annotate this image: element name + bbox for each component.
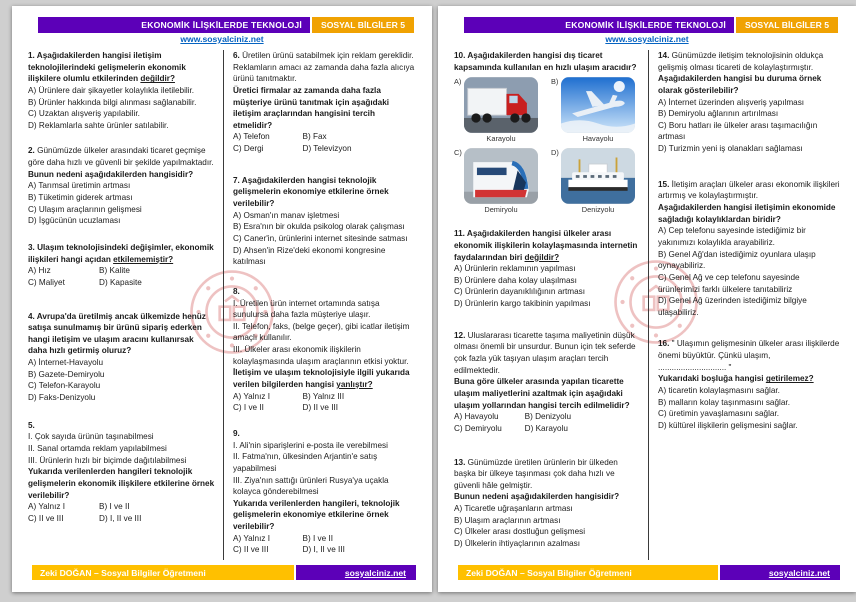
- text-segment: Uluslararası ticarette taşıma maliyetinin düşük olması önemli bir unsurdur. Bunun için tek seferde çok fazla yük taşıyan ulaşım araçları tercih edilmektedir.: [454, 330, 636, 375]
- answer-option: A) ticaretin kolaylaşmasını sağlar.: [658, 386, 780, 396]
- text-segment: 12.: [454, 330, 466, 340]
- image-caption: Denizyolu: [581, 205, 615, 215]
- page-2: [438, 6, 856, 592]
- text-segment: Aşağıdakilerden hangisi bu duruma örnek olarak gösterilebilir?: [658, 74, 822, 95]
- statement-list: [233, 298, 416, 368]
- question-column-1: [28, 50, 223, 560]
- footer-site-link[interactable]: sosyalciniz.net: [344, 567, 406, 578]
- question-text: [658, 50, 840, 73]
- answer-option: B) I ve II: [99, 502, 130, 512]
- option-letter: C): [454, 148, 462, 158]
- question: [28, 50, 215, 131]
- answer-option: C) II ve III: [233, 545, 269, 555]
- question: [454, 457, 640, 550]
- answer-option: A) Tarımsal üretimin artması: [28, 181, 131, 191]
- answer-option: C) Ürünlerin dayanıklılığının artması: [454, 287, 586, 297]
- answer-option: B) Ürünlere daha kolay ulaşılması: [454, 275, 577, 285]
- statement-line: II. Fatma'nın, ülkesinden Arjantin'e satış yapabilmesi: [233, 452, 378, 473]
- answer-option: B) Demiryolu ağlarının artırılması: [658, 109, 779, 119]
- text-segment: Günümüzde ülkeler arasındaki ticaret geçmişe göre daha hızlı ve güvenli bir şekilde yapılmaktadır.: [28, 146, 214, 168]
- answer-option: A) Yalnız I: [233, 533, 271, 543]
- question-column-3: [454, 50, 648, 560]
- question-text: [233, 367, 416, 390]
- question: [233, 428, 416, 556]
- statement-line: I. Çok sayıda ürünün taşınabilmesi: [28, 432, 154, 442]
- question: [658, 50, 840, 155]
- text-segment: Bunun nedeni aşağıdakilerden hangisidir?: [28, 169, 194, 179]
- question: [454, 330, 640, 435]
- statement-line: III. Ülkeler arası ekonomik ilişkilerin kolaylaşmasında ulaşım araçlarının etkisi yoktur.: [233, 345, 409, 366]
- answer-option: A) Telefon: [233, 132, 270, 142]
- text-segment: 2.: [28, 146, 35, 156]
- answer-option: D) Televizyon: [302, 144, 352, 154]
- question: [454, 228, 640, 309]
- statement-list: [28, 431, 215, 466]
- text-segment: etkilememiştir?: [113, 254, 174, 264]
- answer-option: A) Havayolu: [454, 412, 499, 422]
- answer-option: B) Gazete-Demiryolu: [28, 369, 105, 379]
- image-caption: Havayolu: [582, 134, 614, 144]
- image-cell: [551, 77, 640, 143]
- answer-option: A) Yalnız I: [233, 391, 271, 401]
- header-badge: SOSYAL BİLGİLER 5: [736, 17, 838, 33]
- answer-option: C) I ve II: [233, 403, 264, 413]
- option-letter: B): [551, 77, 559, 87]
- text-segment: Günümüzde iletişim teknolojisinin oldukça gelişmiş olması ticareti de kolaylaştırmıştır.: [658, 51, 824, 72]
- question-area: [28, 50, 418, 560]
- answer-options: [28, 85, 215, 132]
- text-segment: 4. Avrupa'da üretilmiş ancak ülkemizde henüz satışa sunulmamış bir ürünü sipariş ederken hangi iletişim ve ulaşım aracını kullanırsak daha hızlı getirmiş oluruz?: [28, 311, 206, 356]
- text-segment: getirilemez?: [765, 374, 814, 384]
- answer-options: [28, 501, 215, 524]
- answer-option: D) Karayolu: [524, 423, 568, 433]
- statement-list: [233, 440, 416, 498]
- text-segment: 11. Aşağıdakilerden hangisi ülkeler arası ekonomik ilişkilerin kolaylaşmasında internetin faydalarından biri: [454, 229, 638, 262]
- answer-options: [658, 225, 840, 318]
- text-segment: 15.: [658, 179, 670, 189]
- question-text: [233, 428, 416, 440]
- question-text: [658, 179, 840, 202]
- answer-option: D) kültürel ilişkilerin gelişmesini sağlar.: [658, 420, 798, 430]
- header-link-wrap: [12, 34, 432, 44]
- page-1: [12, 6, 432, 592]
- footer-site-wrap: [296, 565, 416, 580]
- question-text: [454, 330, 640, 377]
- statement-line: I. Üretilen ürün internet ortamında satışa sunulursa daha fazla müşteriye ulaşır.: [233, 298, 380, 320]
- question: [28, 311, 215, 404]
- option-letter: A): [454, 77, 462, 87]
- answer-option: D) II ve III: [302, 403, 339, 413]
- answer-option: C) Ülkeler arası dostluğun gelişmesi: [454, 527, 586, 537]
- text-segment: 7. Aşağıdakilerden hangisi teknolojik gelişmelerin ekonomiye etkilerine örnek verilebilir?: [233, 175, 389, 209]
- text-segment: Yukarıdaki boşluğa hangisi: [658, 374, 766, 384]
- answer-options: [454, 263, 640, 310]
- footer-site-link[interactable]: sosyalciniz.net: [768, 567, 830, 578]
- answer-option: A) Hız: [28, 266, 51, 276]
- answer-option: D) Genel Ağ üzerinden istediğimiz bilgiye ulaşabiliriz.: [658, 296, 807, 317]
- answer-option: C) Demiryolu: [454, 423, 502, 433]
- question-text: [233, 50, 416, 85]
- text-segment: 5.: [28, 420, 35, 430]
- text-segment: Bunun nedeni aşağıdakilerden hangisidir?: [454, 492, 620, 502]
- answer-options: [658, 97, 840, 155]
- answer-options: [658, 385, 840, 432]
- text-segment: 13.: [454, 457, 466, 467]
- text-segment: Üretici firmalar az zamanda daha fazla müşteriye ürünü tanıtmak için aşağıdaki iletişim araçlarından hangisini tercih etmelidir?: [233, 85, 390, 130]
- answer-option: A) İnternet-Havayolu: [28, 358, 104, 368]
- text-segment: 3. Ulaşım teknolojisindeki değişimler, ekonomik ilişkileri hangi açıdan: [28, 242, 214, 264]
- question: [658, 179, 840, 319]
- question-text: [233, 175, 416, 210]
- answer-option: C) Maliyet: [28, 277, 65, 287]
- answer-option: C) Dergi: [233, 144, 264, 154]
- image-cell: [551, 148, 640, 214]
- question-text: [28, 420, 215, 432]
- text-segment: 8.: [233, 286, 240, 296]
- question-text: [28, 311, 215, 358]
- plane-image: [561, 77, 635, 133]
- answer-option: D) Turizmin yeni iş olanakları sağlaması: [658, 144, 803, 154]
- question-text: [233, 286, 416, 298]
- page-footer: [458, 565, 840, 580]
- question: [233, 286, 416, 414]
- footer-site-wrap: [720, 565, 840, 580]
- text-segment: değildir?: [140, 74, 175, 84]
- answer-options: [454, 503, 640, 550]
- answer-option: D) Ahsen'in Rize'deki ekonomi kongresine katılması: [233, 245, 386, 267]
- text-segment: İletişim ve ulaşım teknolojisiyle ilgili yukarıda verilen bilgilerden hangisi: [233, 368, 410, 390]
- header-title: EKONOMİK İLİŞKİLERDE TEKNOLOJİ: [38, 17, 310, 33]
- text-segment: 14.: [658, 51, 670, 60]
- header-link-wrap: [438, 34, 856, 44]
- answer-option: B) Fax: [302, 132, 327, 142]
- train-image: [464, 148, 538, 204]
- transport-image-grid: [454, 77, 640, 214]
- statement-line: I. Ali'nin siparişlerini e-posta ile verebilmesi: [233, 440, 388, 450]
- answer-option: C) Telefon-Karayolu: [28, 381, 101, 391]
- answer-options: [28, 265, 215, 288]
- answer-option: B) Genel Ağ'dan istediğimiz oyunlara ulaşıp oynayabiliriz.: [658, 249, 816, 271]
- truck-image: [464, 77, 538, 133]
- answer-options: [454, 411, 640, 434]
- answer-options: [233, 210, 416, 268]
- answer-option: D) I, II ve III: [302, 545, 345, 555]
- answer-option: B) Kalite: [99, 266, 130, 276]
- answer-option: B) I ve II: [302, 533, 334, 543]
- answer-option: A) Ticaretle uğraşanların artması: [454, 504, 573, 514]
- question-text: [454, 457, 640, 492]
- image-cell: [454, 77, 543, 143]
- statement-line: II. Sanal ortamda reklam yapılabilmesi: [28, 443, 167, 453]
- header-title: EKONOMİK İLİŞKİLERDE TEKNOLOJİ: [464, 17, 734, 33]
- answer-options: [28, 180, 215, 227]
- image-caption: Demiryolu: [484, 205, 518, 215]
- question-text: [658, 373, 840, 385]
- page-header: [464, 17, 838, 33]
- footer-author: Zeki DOĞAN – Sosyal Bilgiler Öğretmeni: [458, 565, 718, 580]
- answer-option: A) İnternet üzerinden alışveriş yapılması: [658, 97, 805, 107]
- footer-author: Zeki DOĞAN – Sosyal Bilgiler Öğretmeni: [32, 565, 294, 580]
- answer-option: C) Ulaşım araçlarının gelişmesi: [28, 204, 142, 214]
- question: [28, 242, 215, 289]
- question-column-4: [648, 50, 842, 560]
- question-text: [28, 169, 215, 181]
- text-segment: 10. Aşağıdakilerden hangisi dış ticaret kapsamında kullanılan en hızlı ulaşım aracıdır?: [454, 51, 637, 72]
- site-link[interactable]: www.sosyalciniz.net: [180, 34, 264, 44]
- question: [658, 338, 840, 431]
- question-text: [28, 242, 215, 265]
- ship-image: [561, 148, 635, 204]
- text-segment: " Ulaşımın gelişmesinin ülkeler arası ilişkilerde önemi büyüktür. Çünkü ulaşım, .............................. ": [658, 339, 840, 372]
- statement-line: III. Ürünlerin hızlı bir biçimde dağıtılabilmesi: [28, 455, 187, 465]
- text-segment: Yukarıda verilenlerden hangileri teknolojik gelişmelerin ekonomik ilişkilere etkilerine örnek verilebilir?: [28, 467, 215, 500]
- answer-option: D) İşgücünün ucuzlaması: [28, 216, 121, 226]
- answer-option: A) Ürünlere dair şikayetler kolaylıkla iletilebilir.: [28, 85, 195, 95]
- question-text: [454, 491, 640, 503]
- image-caption: Karayolu: [486, 134, 516, 144]
- question-area: [454, 50, 842, 560]
- answer-options: [28, 357, 215, 404]
- answer-option: D) Faks-Denizyolu: [28, 393, 96, 403]
- text-segment: İletişim araçları ülkeler arası ekonomik ilişkileri artırmış ve kolaylaştırmıştır.: [658, 179, 840, 201]
- text-segment: değildir?: [524, 252, 560, 262]
- question: [28, 420, 215, 525]
- page-header: [38, 17, 414, 33]
- question-text: [28, 145, 215, 168]
- answer-option: B) malların kolay taşınmasını sağlar.: [658, 397, 790, 407]
- answer-option: B) Ürünler hakkında bilgi alınması sağlanabilir.: [28, 97, 197, 107]
- question-text: [454, 50, 640, 73]
- text-segment: Yukarıda verilenlerden hangileri, teknolojik gelişmelerin ekonomiye etkilerine örnek verilebilir?: [233, 498, 400, 532]
- answer-option: C) II ve III: [28, 513, 64, 523]
- answer-option: A) Cep telefonu sayesinde istediğimiz bir yakınımızı kolaylıkla arayabiliriz.: [658, 226, 806, 247]
- page-footer: [32, 565, 416, 580]
- question: [28, 145, 215, 226]
- question-text: [233, 85, 416, 132]
- statement-line: III. Ziya'nın sattığı ürünleri Rusya'ya uçakla kolayca gönderebilmesi: [233, 475, 389, 497]
- answer-option: D) I, II ve III: [99, 513, 142, 523]
- text-segment: 1. Aşağıdakilerden hangisi iletişim teknolojilerindeki gelişmelerin ekonomik ilişkilere olumlu etkilerinden: [28, 51, 186, 84]
- answer-option: B) Denizyolu: [524, 412, 572, 422]
- answer-options: [233, 391, 416, 414]
- text-segment: yanlıştır?: [336, 380, 373, 390]
- question: [233, 50, 416, 155]
- answer-option: B) Tüketimin giderek artması: [28, 193, 133, 203]
- answer-option: B) Ulaşım araçlarının artması: [454, 515, 561, 525]
- answer-option: C) Boru hatları ile ülkeler arası taşımacılığın artması: [658, 120, 818, 142]
- answer-option: D) Reklamlarla sahte ürünler satılabilir.: [28, 120, 169, 130]
- question-text: [233, 498, 416, 533]
- statement-line: II. Telefon, faks, (belge geçer), gibi icatlar iletişim amaçlı kullanılır.: [233, 321, 410, 343]
- question-text: [658, 338, 840, 373]
- answer-options: [233, 131, 416, 154]
- site-link[interactable]: www.sosyalciniz.net: [605, 34, 689, 44]
- answer-option: C) Caner'in, ürünlerini internet sitesinde satması: [233, 233, 408, 243]
- answer-option: D) Ürünlerin kargo takibinin yapılması: [454, 299, 591, 309]
- text-segment: 16.: [658, 339, 670, 349]
- answer-option: B) Yalnız III: [302, 391, 345, 401]
- answer-option: A) Yalnız I: [28, 502, 66, 512]
- text-segment: Aşağıdakilerden hangisi iletişimin ekonomide sağladığı kolaylıklardan biridir?: [658, 203, 836, 224]
- question-text: [28, 50, 215, 85]
- text-segment: Buna göre ülkeler arasında yapılan ticarette ulaşım maliyetlerini azaltmak için aşağıdaki ulaşım yollarından hangisi tercih edilmelidir?: [454, 377, 630, 410]
- text-segment: 6.: [233, 51, 240, 60]
- question: [454, 50, 640, 214]
- question: [233, 175, 416, 268]
- question-text: [658, 202, 840, 225]
- answer-option: C) Genel Ağ ve cep telefonu sayesinde ürünlerimizi farklı ülkelere tanıtabiliriz: [658, 272, 800, 294]
- answer-option: B) Esra'nın bir okulda psikolog olarak çalışması: [233, 222, 405, 232]
- header-badge: SOSYAL BİLGİLER 5: [312, 17, 414, 33]
- image-cell: [454, 148, 543, 214]
- answer-option: C) Uzaktan alışveriş yapılabilir.: [28, 109, 140, 119]
- text-segment: 9.: [233, 428, 240, 438]
- question-text: [454, 376, 640, 411]
- question-text: [454, 228, 640, 263]
- question-text: [28, 466, 215, 501]
- answer-option: C) üretimin yavaşlamasını sağlar.: [658, 409, 780, 419]
- answer-option: A) Osman'ın manav işletmesi: [233, 210, 340, 220]
- text-segment: Üretilen ürünü satabilmek için reklam gereklidir. Reklamların amacı az zamanda daha fazla alıcıya ürünü tanıtmaktır.: [233, 51, 415, 84]
- answer-option: A) Ürünlerin reklamının yapılması: [454, 264, 576, 274]
- answer-options: [233, 533, 416, 556]
- question-text: [658, 73, 840, 96]
- option-letter: D): [551, 148, 559, 158]
- answer-option: D) Ülkelerin ihtiyaçlarının azalması: [454, 539, 581, 549]
- answer-option: D) Kapasite: [99, 277, 142, 287]
- question-column-2: [223, 50, 418, 560]
- text-segment: Günümüzde üretilen ürünlerin bir ülkeden başka bir ülkeye taşınması çok daha hızlı ve güvenli hâle gelmiştir.: [454, 457, 618, 490]
